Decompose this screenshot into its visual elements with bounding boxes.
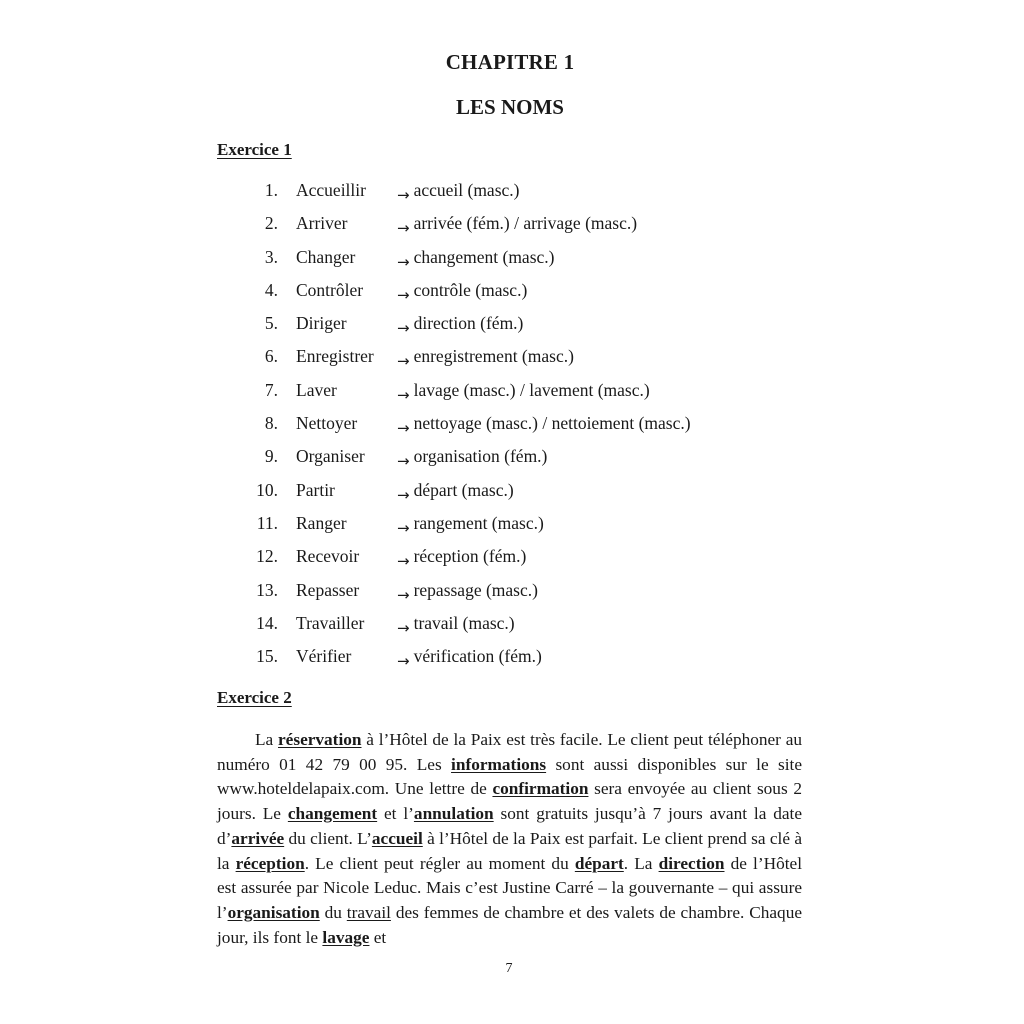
item-noun	[397, 546, 527, 571]
item-noun-text: vérification (fém.)	[413, 646, 542, 667]
item-noun	[397, 413, 691, 438]
list-item	[0, 609, 1024, 642]
item-noun-text: arrivée (fém.) / arrivage (masc.)	[413, 213, 638, 234]
item-noun	[397, 512, 544, 537]
item-noun-text: rangement (masc.)	[413, 512, 544, 533]
item-number: 4.	[264, 279, 278, 300]
item-verb: Recevoir	[296, 546, 360, 567]
arrow-right-icon: →	[397, 485, 410, 504]
text-segment: et	[369, 927, 387, 947]
item-noun	[397, 446, 548, 471]
list-item	[0, 542, 1024, 575]
item-number: 11.	[256, 512, 278, 533]
arrow-right-icon: →	[397, 452, 410, 471]
highlighted-noun: informations	[451, 754, 547, 774]
item-number: 3.	[264, 246, 278, 267]
item-number: 1.	[264, 180, 278, 200]
text-segment: du	[319, 902, 347, 922]
highlighted-noun: direction	[658, 853, 725, 873]
item-verb: Organiser	[296, 446, 365, 467]
arrow-right-icon: →	[397, 652, 410, 671]
arrow-right-icon: →	[397, 419, 410, 438]
arrow-right-icon: →	[397, 585, 410, 604]
item-noun	[397, 646, 542, 671]
item-number: 7.	[264, 379, 278, 400]
item-verb: Ranger	[296, 512, 347, 533]
list-item	[0, 642, 1024, 675]
list-item	[0, 243, 1024, 276]
item-verb: Accueillir	[296, 180, 366, 200]
text-segment: sont aussi disponibles sur le site www.hoteldelapaix.com. Une lettre de	[217, 754, 802, 799]
highlighted-noun: annulation	[413, 804, 494, 824]
exercise-2-paragraph	[217, 728, 802, 950]
text-segment: à l’Hôtel de la Paix est parfait. Le client prend sa clé à la	[217, 828, 802, 873]
item-noun	[397, 213, 638, 238]
item-verb: Arriver	[296, 213, 348, 234]
item-verb: Partir	[296, 479, 335, 500]
item-noun	[397, 246, 555, 271]
list-item	[0, 509, 1024, 542]
list-item	[0, 176, 1024, 209]
item-noun-text: lavage (masc.) / lavement (masc.)	[413, 379, 650, 400]
arrow-right-icon: →	[397, 252, 410, 271]
text-segment: . La	[623, 853, 659, 873]
arrow-right-icon: →	[397, 552, 410, 571]
item-number: 10.	[256, 479, 278, 500]
chapter-title: CHAPITRE 1	[445, 50, 575, 74]
item-noun-text: travail (masc.)	[413, 612, 515, 633]
highlighted-noun: travail	[346, 902, 391, 922]
arrow-right-icon: →	[397, 186, 410, 204]
list-item	[0, 476, 1024, 509]
highlighted-noun: changement	[287, 804, 378, 824]
item-number: 6.	[264, 346, 278, 367]
text-segment: du client. L’	[284, 828, 372, 848]
chapter-subtitle: LES NOMS	[456, 95, 564, 119]
item-number: 13.	[256, 579, 278, 600]
text-segment: des femmes de chambre et des valets de chambre. Chaque jour, ils font le	[217, 902, 803, 947]
verb-noun-list	[0, 176, 1024, 675]
item-number: 8.	[264, 413, 278, 434]
highlighted-noun: confirmation	[492, 779, 589, 799]
list-item	[0, 576, 1024, 609]
list-item	[0, 342, 1024, 375]
arrow-right-icon: →	[397, 352, 410, 371]
exercise-1-heading: Exercice 1	[217, 140, 292, 159]
item-verb: Travailler	[296, 612, 365, 633]
text-segment: La	[255, 730, 278, 749]
item-verb: Laver	[296, 379, 337, 400]
page-number: 7	[505, 961, 513, 976]
item-noun	[397, 346, 574, 371]
item-verb: Contrôler	[296, 279, 364, 300]
highlighted-noun: réservation	[278, 730, 362, 749]
text-segment: de l’Hôtel est assurée par Nicole Leduc. Mais c’est Justine Carré – la gouvernante – qui assure l’	[217, 853, 802, 922]
item-noun	[397, 180, 520, 204]
item-noun	[397, 579, 538, 604]
item-noun-text: contrôle (masc.)	[413, 279, 528, 300]
arrow-right-icon: →	[397, 618, 410, 637]
item-verb: Nettoyer	[296, 413, 358, 434]
item-noun-text: réception (fém.)	[413, 546, 527, 567]
item-verb: Changer	[296, 246, 356, 267]
item-noun-text: accueil (masc.)	[413, 180, 520, 200]
text-segment: et l’	[377, 804, 414, 824]
item-verb: Diriger	[296, 313, 347, 334]
item-noun-text: changement (masc.)	[413, 246, 555, 267]
highlighted-noun: réception	[235, 853, 305, 873]
item-verb: Repasser	[296, 579, 360, 600]
list-item	[0, 309, 1024, 342]
list-item	[0, 409, 1024, 442]
text-segment: sera envoyée au client sous 2 jours. Le	[217, 779, 802, 824]
item-noun-text: nettoyage (masc.) / nettoiement (masc.)	[413, 413, 691, 434]
item-noun	[397, 479, 514, 504]
list-item	[0, 442, 1024, 475]
highlighted-noun: accueil	[371, 828, 423, 848]
item-noun-text: repassage (masc.)	[413, 579, 538, 600]
exercise-2-heading: Exercice 2	[217, 688, 292, 707]
highlighted-noun: organisation	[227, 902, 320, 922]
item-noun	[397, 612, 515, 637]
item-verb: Vérifier	[296, 646, 352, 667]
arrow-right-icon: →	[397, 518, 410, 537]
item-noun-text: organisation (fém.)	[413, 446, 548, 467]
list-item	[0, 276, 1024, 309]
arrow-right-icon: →	[397, 285, 410, 304]
item-noun	[397, 313, 524, 338]
item-number: 14.	[256, 612, 278, 633]
item-noun-text: direction (fém.)	[413, 313, 524, 334]
highlighted-noun: arrivée	[231, 828, 285, 848]
item-noun-text: départ (masc.)	[413, 479, 514, 500]
text-segment: à l’Hôtel de la Paix est très facile. Le client peut téléphoner au numéro 01 42 79 00 95. Les	[217, 730, 803, 774]
item-verb: Enregistrer	[296, 346, 374, 367]
text-segment: . Le client peut régler au moment du	[304, 853, 575, 873]
highlighted-noun: départ	[574, 853, 624, 873]
arrow-right-icon: →	[397, 219, 410, 238]
item-number: 12.	[256, 546, 278, 567]
arrow-right-icon: →	[397, 385, 410, 404]
item-noun	[397, 279, 528, 304]
arrow-right-icon: →	[397, 319, 410, 338]
item-number: 2.	[264, 213, 278, 234]
list-item	[0, 209, 1024, 242]
text-segment: sont gratuits jusqu’à 7 jours avant la date d’	[217, 804, 803, 848]
highlighted-noun: lavage	[322, 927, 370, 947]
item-noun-text: enregistrement (masc.)	[413, 346, 574, 367]
item-noun	[397, 379, 650, 404]
item-number: 5.	[264, 313, 278, 334]
item-number: 15.	[256, 646, 278, 667]
item-number: 9.	[264, 446, 278, 467]
list-item	[0, 376, 1024, 409]
